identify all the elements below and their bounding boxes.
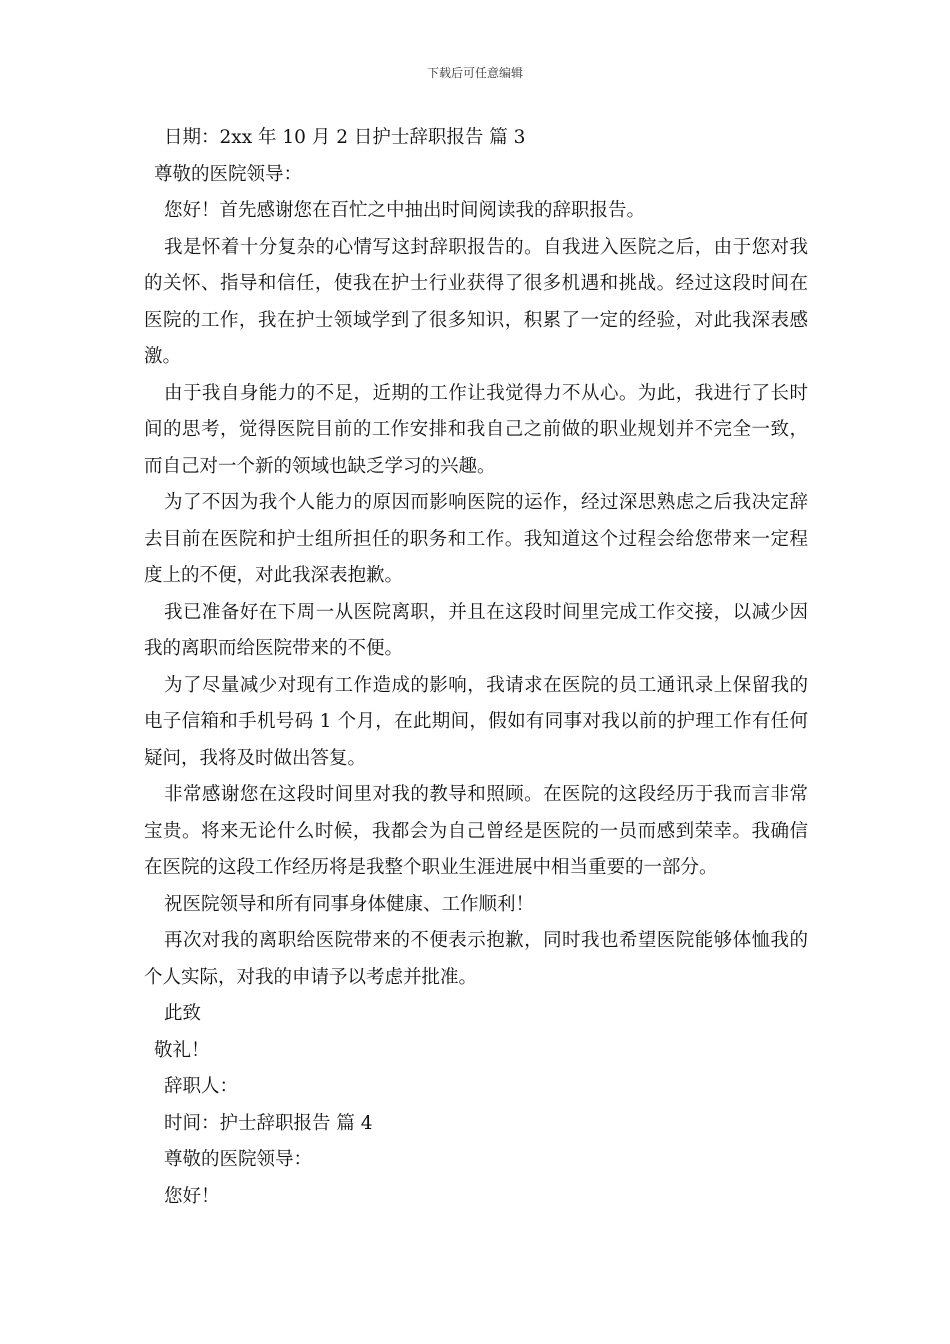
- paragraph: 非常感谢您在这段时间里对我的教导和照顾。在医院的这段经历于我而言非常宝贵。将来无论什么时候，我都会为自己曾经是医院的一员而感到荣幸。我确信在医院的这段工作经历将是我整个职业生涯进展中相当重要的一部分。: [144, 784, 808, 878]
- salutation: 尊敬的医院领导：: [154, 163, 303, 185]
- salutation-next: 尊敬的医院领导：: [164, 1149, 313, 1170]
- greeting: 您好！首先感谢您在百忙之中抽出时间阅读我的辞职报告。: [164, 200, 646, 221]
- signer-line: 辞职人：: [164, 1076, 239, 1097]
- closing-line: 此致: [164, 1003, 202, 1024]
- greeting-next: 您好！: [164, 1185, 220, 1207]
- paragraph: 祝医院领导和所有同事身体健康、工作顺利！: [164, 893, 535, 915]
- closing-regards: 敬礼！: [154, 1039, 210, 1061]
- paragraph: 我已准备好在下周一从医院离职，并且在这段时间里完成工作交接，以减少因我的离职而给医院带来的不便。: [144, 601, 808, 659]
- paragraph: 由于我自身能力的不足，近期的工作让我觉得力不从心。为此，我进行了长时间的思考，觉得医院目前的工作安排和我自己之前做的职业规划并不完全一致，而自己对一个新的领域也缺乏学习的兴趣。: [144, 382, 808, 477]
- paragraph: 再次对我的离职给医院带来的不便表示抱歉，同时我也希望医院能够体恤我的个人实际，对我的申请予以考虑并批准。: [144, 930, 808, 988]
- page-header-note: 下载后可任意编辑: [426, 66, 523, 80]
- paragraph: 为了不因为我个人能力的原因而影响医院的运作，经过深思熟虑之后我决定辞去目前在医院和护士组所担任的职务和工作。我知道这个过程会给您带来一定程度上的不便，对此我深表抱歉。: [144, 492, 808, 586]
- time-line: 时间：护士辞职报告 篇 4: [164, 1112, 373, 1134]
- paragraph: 为了尽量减少对现有工作造成的影响，我请求在医院的员工通讯录上保留我的电子信箱和手机号码 1 个月，在此期间，假如有同事对我以前的护理工作有任何疑问，我将及时做出答复。: [144, 674, 808, 769]
- paragraph: 我是怀着十分复杂的心情写这封辞职报告的。自我进入医院之后，由于您对我的关怀、指导和信任，使我在护士行业获得了很多机遇和挑战。经过这段时间在医院的工作，我在护士领域学到了很多知识，积累了一定的经验，对此我深表感激。: [144, 236, 808, 367]
- document-body: [144, 120, 808, 1215]
- date-line: 日期：2xx 年 10 月 2 日护士辞职报告 篇 3: [164, 127, 526, 148]
